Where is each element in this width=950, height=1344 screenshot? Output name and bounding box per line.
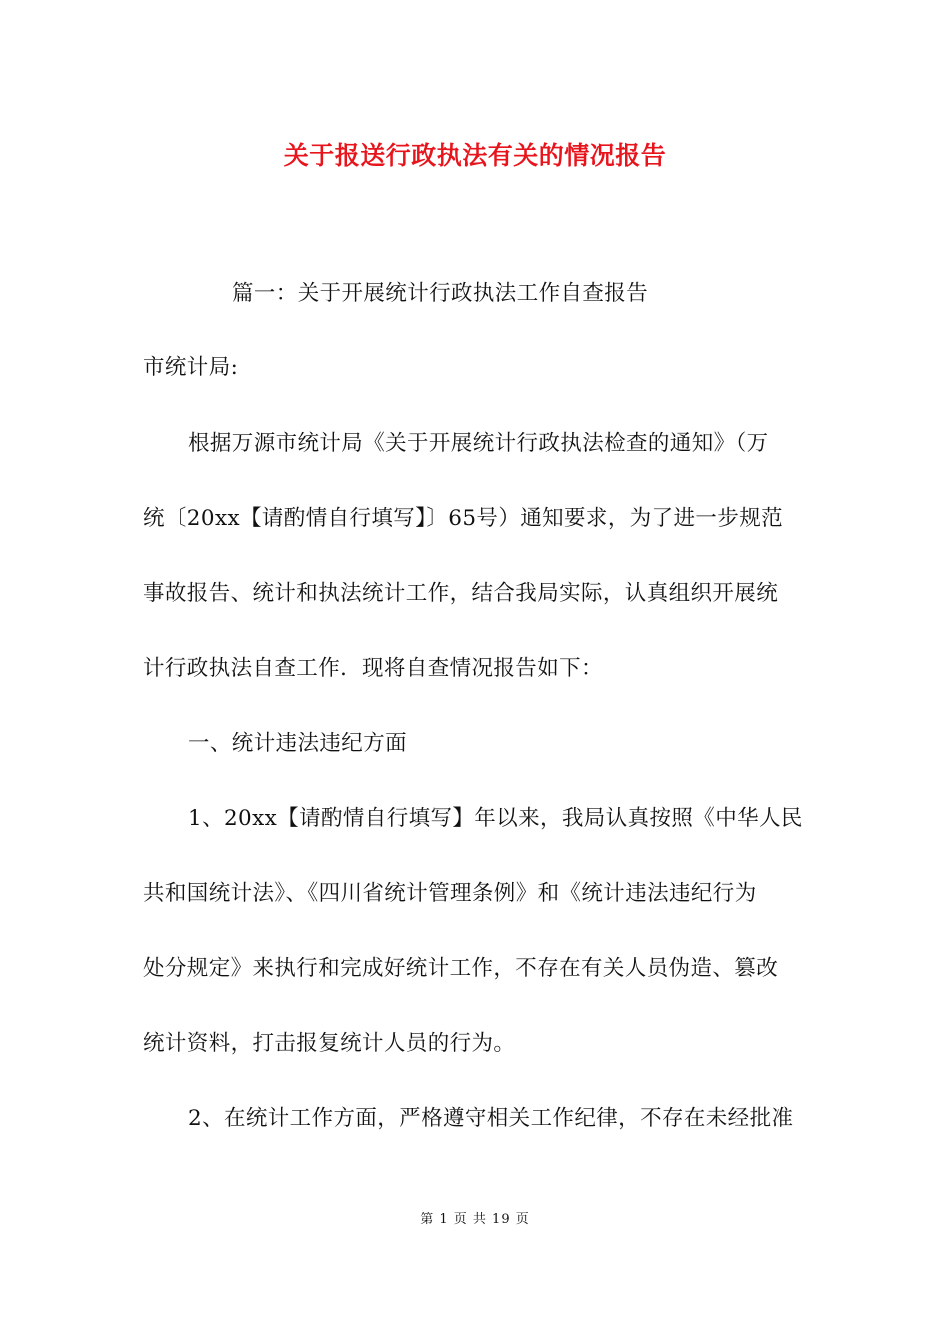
body-line: 2、在统计工作方面，严格遵守相关工作纪律，不存在未经批准 — [188, 1106, 794, 1131]
section-heading: 一、统计违法违纪方面 — [188, 731, 408, 756]
body-line: 共和国统计法》、《四川省统计管理条例》和《统计违法违纪行为 — [143, 881, 757, 906]
body-line: 统〔20xx【请酌情自行填写】〕65号）通知要求，为了进一步规范 — [143, 506, 784, 531]
body-line: 1、20xx【请酌情自行填写】年以来，我局认真按照《中华人民 — [188, 806, 803, 831]
body-line: 处分规定》来执行和完成好统计工作，不存在有关人员伪造、篡改 — [143, 956, 779, 981]
section-subtitle: 篇一：关于开展统计行政执法工作自查报告 — [232, 281, 649, 306]
body-line: 计行政执法自查工作．现将自查情况报告如下： — [143, 656, 603, 681]
page-number-footer: 第 1 页 共 19 页 — [420, 1212, 530, 1227]
body-line: 根据万源市统计局《关于开展统计行政执法检查的通知》（万 — [188, 431, 769, 456]
body-line: 事故报告、统计和执法统计工作，结合我局实际，认真组织开展统 — [143, 581, 779, 606]
document-title: 关于报送行政执法有关的情况报告 — [283, 141, 667, 170]
body-line: 统计资料，打击报复统计人员的行为。 — [143, 1031, 516, 1056]
salutation-line: 市统计局: — [143, 355, 239, 380]
